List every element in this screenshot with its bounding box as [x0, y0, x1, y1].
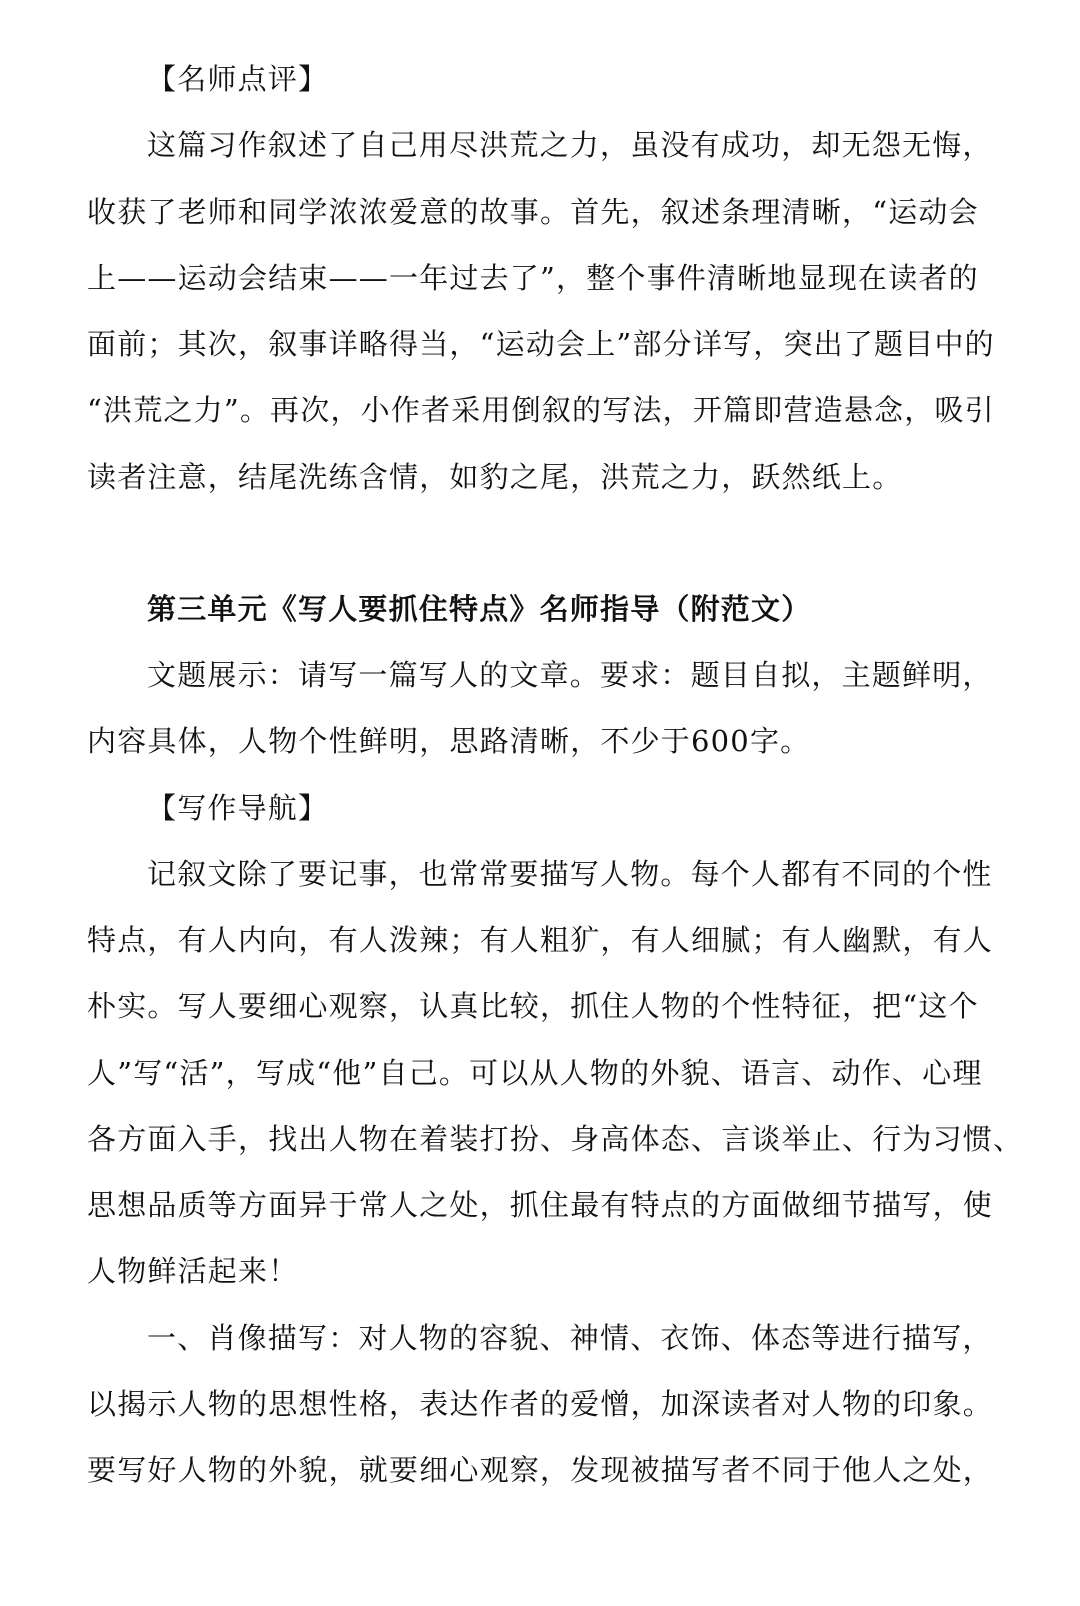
- review-line-1: 这篇习作叙述了自己用尽洪荒之力，虽没有成功，却无怨无悔，: [147, 128, 993, 162]
- unit-title: 第三单元《写人要抓住特点》名师指导（附范文）: [147, 592, 812, 626]
- prompt-line-2: 内容具体，人物个性鲜明，思路清晰，不少于600字。: [87, 724, 811, 758]
- review-line-6: 读者注意，结尾洗练含情，如豹之尾，洪荒之力，跃然纸上。: [87, 460, 903, 494]
- review-line-5: “洪荒之力”。再次，小作者采用倒叙的写法，开篇即营造悬念，吸引: [87, 393, 995, 427]
- guide-heading: 【写作导航】: [147, 791, 329, 825]
- review-line-2: 收获了老师和同学浓浓爱意的故事。首先，叙述条理清晰，“运动会: [87, 195, 979, 229]
- portrait-line-1: 一、肖像描写：对人物的容貌、神情、衣饰、体态等进行描写，: [147, 1321, 993, 1355]
- guide-line-4: 人”写“活”，写成“他”自己。可以从人物的外貌、语言、动作、心理: [87, 1056, 983, 1090]
- guide-line-5: 各方面入手，找出人物在着装打扮、身高体态、言谈举止、行为习惯、: [87, 1122, 1024, 1156]
- prompt-line-1: 文题展示：请写一篇写人的文章。要求：题目自拟，主题鲜明，: [147, 658, 993, 692]
- portrait-line-3: 要写好人物的外貌，就要细心观察，发现被描写者不同于他人之处，: [87, 1453, 994, 1487]
- guide-line-7: 人物鲜活起来！: [87, 1254, 299, 1288]
- review-line-3: 上——运动会结束——一年过去了”，整个事件清晰地显现在读者的: [87, 261, 979, 295]
- review-heading: 【名师点评】: [147, 62, 329, 96]
- portrait-line-2: 以揭示人物的思想性格，表达作者的爱憎，加深读者对人物的印象。: [87, 1387, 994, 1421]
- guide-line-2: 特点，有人内向，有人泼辣；有人粗犷，有人细腻；有人幽默，有人: [87, 923, 994, 957]
- guide-line-1: 记叙文除了要记事，也常常要描写人物。每个人都有不同的个性: [147, 857, 993, 891]
- review-line-4: 面前；其次，叙事详略得当，“运动会上”部分详写，突出了题目中的: [87, 327, 995, 361]
- guide-line-6: 思想品质等方面异于常人之处，抓住最有特点的方面做细节描写，使: [87, 1188, 994, 1222]
- guide-line-3: 朴实。写人要细心观察，认真比较，抓住人物的个性特征，把“这个: [87, 989, 979, 1023]
